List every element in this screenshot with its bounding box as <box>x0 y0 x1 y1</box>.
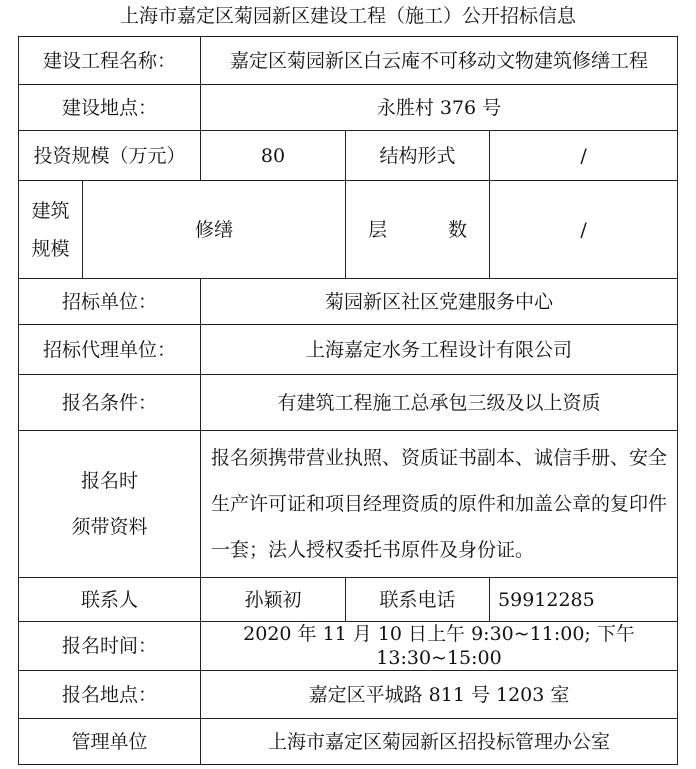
row-tenderer <box>19 279 678 325</box>
row-agent <box>19 325 678 375</box>
investment-label: 投资规模（万元） <box>19 131 201 181</box>
phone-value: 59912285 <box>490 578 678 622</box>
row-materials <box>19 431 678 578</box>
agent-value: 上海嘉定水务工程设计有限公司 <box>201 325 678 375</box>
location-value: 永胜村 376 号 <box>201 85 678 131</box>
contact-value: 孙颖初 <box>201 578 346 622</box>
page-title: 上海市嘉定区菊园新区建设工程（施工）公开招标信息 <box>119 5 576 27</box>
row-management <box>19 719 678 765</box>
scale-label-line1: 建筑 <box>31 199 70 222</box>
conditions-label: 报名条件： <box>19 375 201 431</box>
row-investment <box>19 131 678 181</box>
tenderer-label: 招标单位： <box>19 279 201 325</box>
reg-time-label: 报名时间： <box>19 622 201 671</box>
management-label: 管理单位 <box>19 719 201 765</box>
conditions-value: 有建筑工程施工总承包三级及以上资质 <box>201 375 678 431</box>
agent-label: 招标代理单位： <box>19 325 201 375</box>
floors-value: / <box>490 181 678 279</box>
row-reg-place <box>19 671 678 719</box>
row-location <box>19 85 678 131</box>
investment-value: 80 <box>201 131 346 181</box>
project-name-label: 建设工程名称： <box>19 37 201 85</box>
tender-info-table <box>18 36 678 765</box>
materials-label <box>19 431 201 578</box>
reg-place-label: 报名地点： <box>19 671 201 719</box>
row-contact <box>19 578 678 622</box>
reg-time-value: 2020 年 11 月 10 日上午 9:30~11:00; 下午 13:30~15:00 <box>201 622 678 671</box>
reg-place-value: 嘉定区平城路 811 号 1203 室 <box>201 671 678 719</box>
location-label: 建设地点： <box>19 85 201 131</box>
scale-label <box>19 181 83 279</box>
row-reg-time <box>19 622 678 671</box>
materials-label-line1: 报名时 <box>81 470 139 492</box>
materials-value: 报名须携带营业执照、资质证书副本、诚信手册、安全生产许可证和项目经理资质的原件和加盖公章的复印件一套；法人授权委托书原件及身份证。 <box>201 431 678 578</box>
floors-label <box>346 181 490 279</box>
phone-label: 联系电话 <box>346 578 490 622</box>
contact-label: 联系人 <box>19 578 201 622</box>
floors-label-b: 数 <box>448 218 468 241</box>
row-scale <box>19 181 678 279</box>
scale-value: 修缮 <box>83 181 346 279</box>
row-conditions <box>19 375 678 431</box>
project-name-value: 嘉定区菊园新区白云庵不可移动文物建筑修缮工程 <box>201 37 678 85</box>
scale-label-line2: 规模 <box>31 237 70 260</box>
structure-value: / <box>490 131 678 181</box>
row-project-name <box>19 37 678 85</box>
tenderer-value: 菊园新区社区党建服务中心 <box>201 279 678 325</box>
structure-label: 结构形式 <box>346 131 490 181</box>
management-value: 上海市嘉定区菊园新区招投标管理办公室 <box>201 719 678 765</box>
floors-label-a: 层 <box>368 218 388 241</box>
materials-label-line2: 须带资料 <box>71 516 148 538</box>
